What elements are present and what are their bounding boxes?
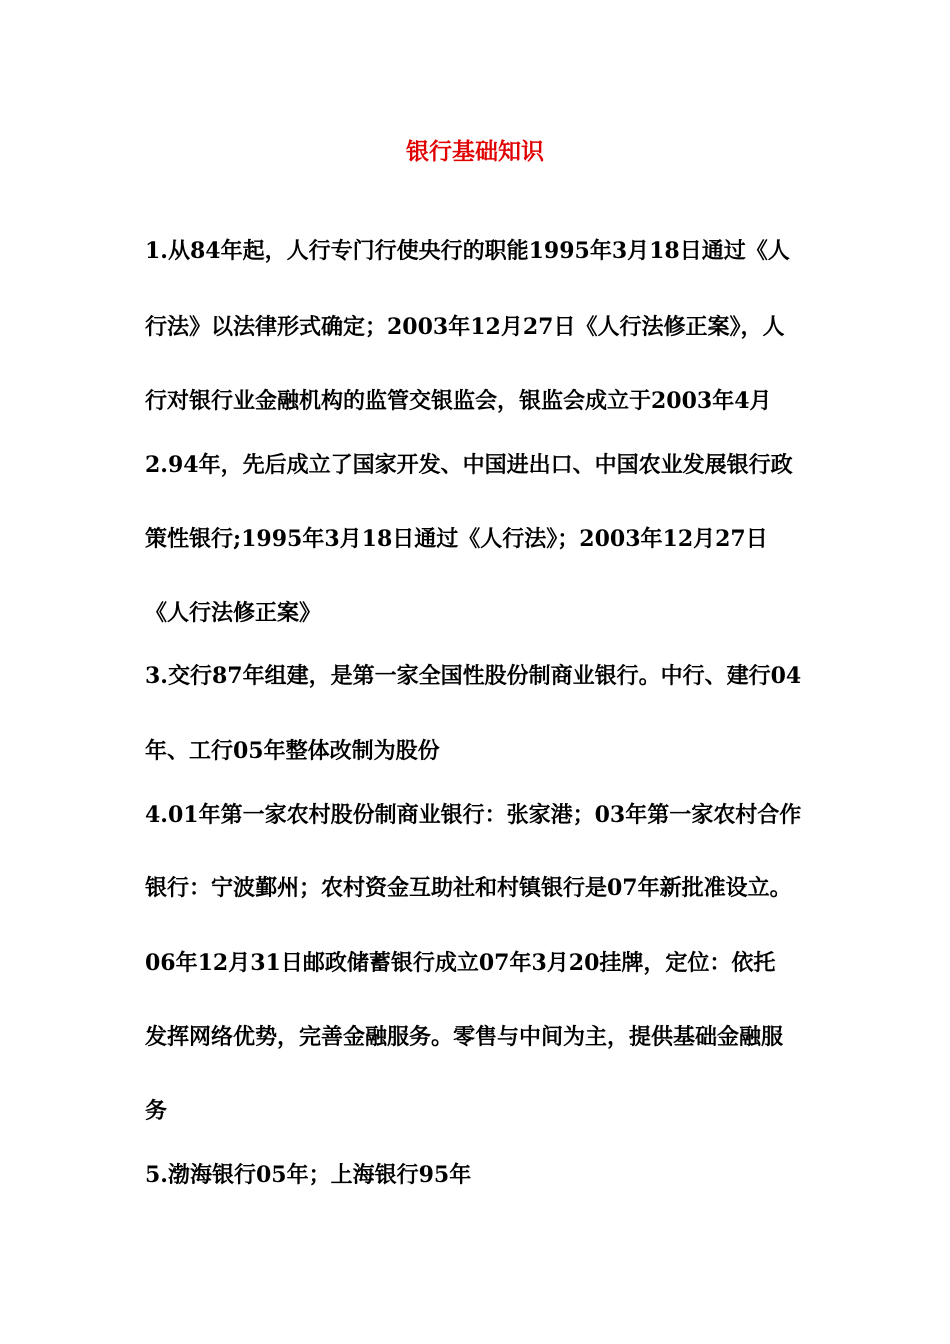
text-line: 《人行法修正案》 (145, 600, 322, 626)
text-line: 行法》以法律形式确定；2003年12月27日《人行法修正案》，人 (145, 314, 785, 340)
text-line: 2.94年，先后成立了国家开发、中国进出口、中国农业发展银行政 (145, 452, 793, 478)
document-title: 银行基础知识 (406, 138, 544, 165)
text-line: 06年12月31日邮政储蓄银行成立07年3月20挂牌，定位：依托 (145, 950, 776, 976)
text-line: 4.01年第一家农村股份制商业银行：张家港；03年第一家农村合作 (145, 802, 802, 828)
text-line: 发挥网络优势，完善金融服务。零售与中间为主，提供基础金融服 (145, 1024, 784, 1050)
text-line: 银行：宁波鄞州；农村资金互助社和村镇银行是07年新批准设立。 (145, 875, 792, 901)
text-line: 行对银行业金融机构的监管交银监会，银监会成立于2003年4月 (145, 388, 772, 414)
text-line: 年、工行05年整体改制为股份 (145, 738, 440, 764)
text-line: 1.从84年起，人行专门行使央行的职能1995年3月18日通过《人 (145, 238, 790, 264)
text-line: 3.交行87年组建，是第一家全国性股份制商业银行。中行、建行04 (145, 663, 802, 689)
text-line: 5.渤海银行05年；上海银行95年 (145, 1162, 472, 1188)
text-line: 策性银行;1995年3月18日通过《人行法》；2003年12月27日 (145, 526, 768, 552)
text-line: 务 (145, 1098, 168, 1124)
